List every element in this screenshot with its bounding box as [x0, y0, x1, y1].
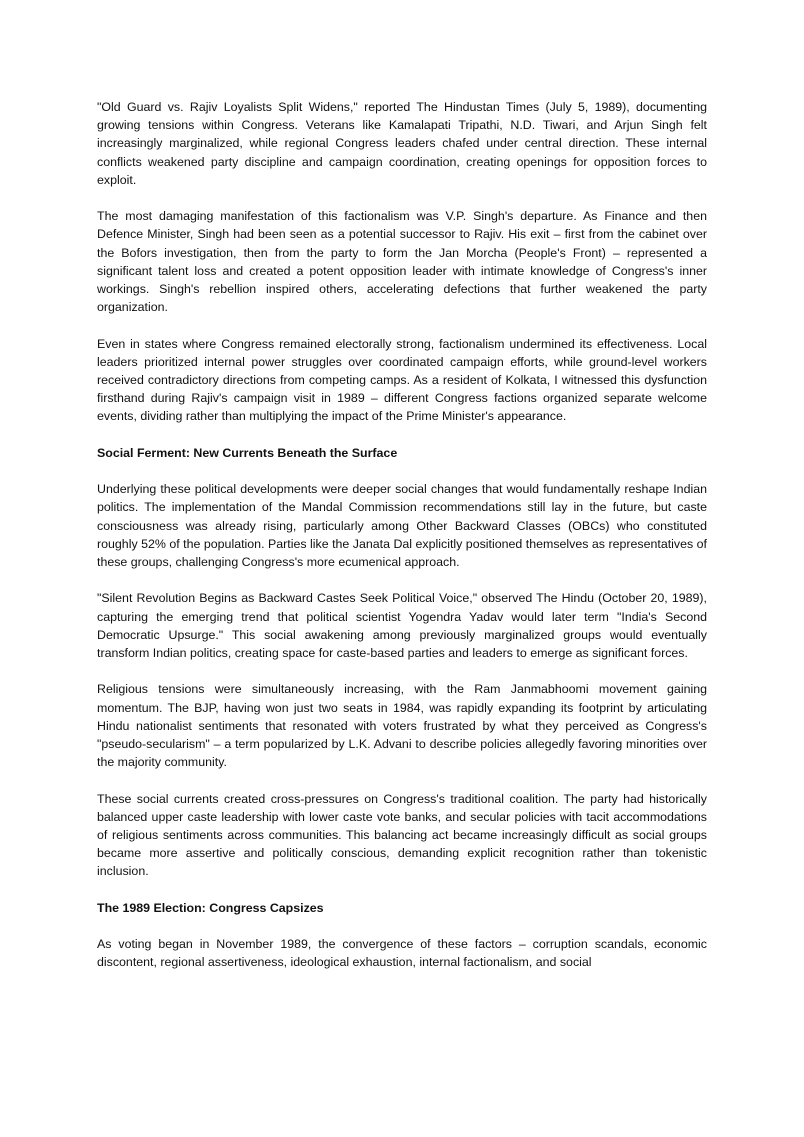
paragraph-voting-began: As voting began in November 1989, the convergence of these factors – corruption scandals, economic discontent, regional assertiveness, ideological exhaustion, internal factionalism, and social — [97, 937, 707, 970]
paragraph-state-factionalism: Even in states where Congress remained electorally strong, factionalism undermined its effectiveness. Local leaders prioritized internal power struggles over coordinated campaign efforts, while ground-level workers received contradictory directions from competing camps. As a resident of Kolkata, I witnessed this dysfunction firsthand during Rajiv's campaign visit in 1989 – different Congress factions organized separate welcome events, dividing rather than multiplying the impact of the Prime Minister's appearance. — [97, 336, 707, 424]
paragraph-silent-revolution: "Silent Revolution Begins as Backward Castes Seek Political Voice," observed The Hindu (October 20, 1989), capturing the emerging trend that political scientist Yogendra Yadav would later term "India's Second Democratic Upsurge." This social awakening among previously marginalized groups would eventually transform Indian politics, creating space for caste-based parties and leaders to emerge as significant forces. — [97, 591, 707, 661]
paragraph-cross-pressures: These social currents created cross-pressures on Congress's traditional coalition. The party had historically balanced upper caste leadership with lower caste vote banks, and secular policies with tacit accommodations of religious sentiments across communities. This balancing act became increasingly difficult as social groups became more assertive and politically conscious, demanding explicit recognition rather than tokenistic inclusion. — [97, 791, 707, 879]
paragraph-vp-singh-departure: The most damaging manifestation of this factionalism was V.P. Singh's departure. As Finance and then Defence Minister, Singh had been seen as a potential successor to Rajiv. His exit – first from the cabinet over the Bofors investigation, then from the party to form the Jan Morcha (People's Front) – represented a significant talent loss and created a potent opposition leader with intimate knowledge of Congress's inner workings. Singh's rebellion inspired others, accelerating defections that further weakened the party organization. — [97, 209, 707, 315]
paragraph-old-guard: "Old Guard vs. Rajiv Loyalists Split Widens," reported The Hindustan Times (July 5, 1989), documenting growing tensions within Congress. Veterans like Kamalapati Tripathi, N.D. Tiwari, and Arjun Singh felt increasingly marginalized, while regional Congress leaders chafed under central direction. These internal conflicts weakened party discipline and campaign coordination, creating openings for opposition forces to exploit. — [97, 100, 707, 187]
paragraph-social-changes: Underlying these political developments were deeper social changes that would fundamentally reshape Indian politics. The implementation of the Mandal Commission recommendations still lay in the future, but caste consciousness was already rising, particularly among Other Backward Classes (OBCs) who constituted roughly 52% of the population. Parties like the Janata Dal explicitly positioned themselves as representatives of these groups, challenging Congress's more ecumenical approach. — [97, 482, 707, 570]
document-page — [97, 98, 707, 972]
section-heading-1989-election: The 1989 Election: Congress Capsizes — [97, 900, 324, 915]
paragraph-religious-tensions: Religious tensions were simultaneously increasing, with the Ram Janmabhoomi movement gaining momentum. The BJP, having won just two seats in 1984, was rapidly expanding its footprint by articulating Hindu nationalist sentiments that resonated with voters frustrated by what they perceived as Congress's "pseudo-secularism" – a term popularized by L.K. Advani to describe policies allegedly favoring minorities over the majority community. — [97, 682, 707, 770]
section-heading-social-ferment: Social Ferment: New Currents Beneath the Surface — [97, 445, 398, 460]
